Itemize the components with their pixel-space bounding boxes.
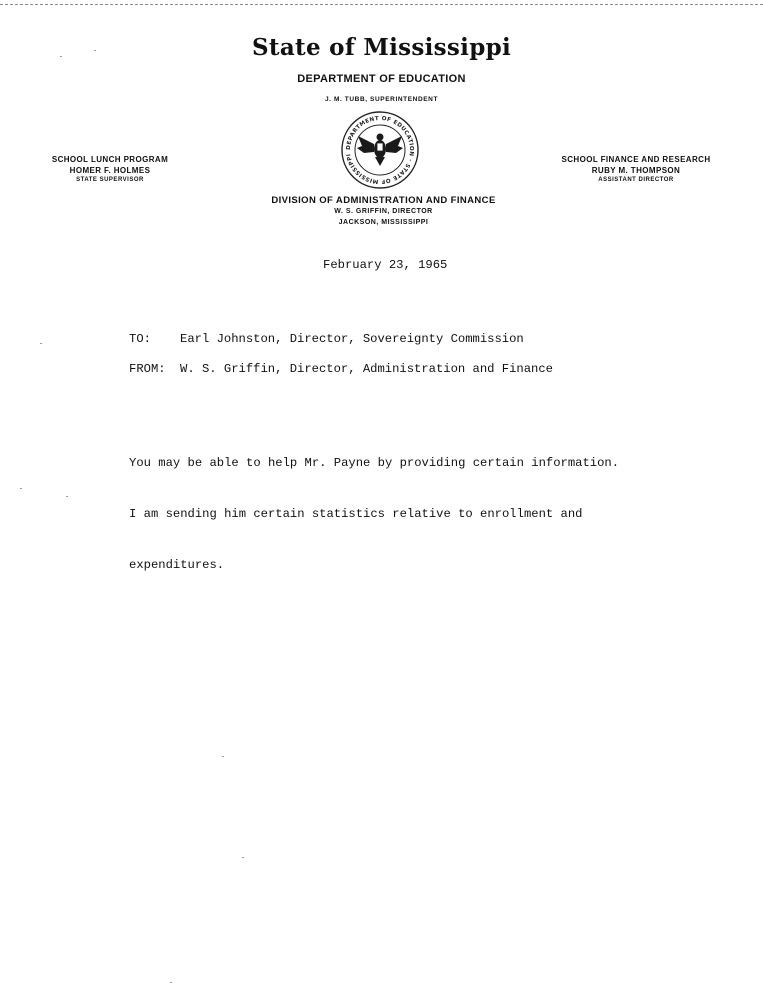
state-seal-icon [340,110,420,190]
memo-to-label: TO: [129,332,151,346]
memo-date: February 23, 1965 [323,258,448,272]
scan-speck [20,488,22,489]
right-person-name: RUBY M. THOMPSON [591,166,681,175]
left-person-name: HOMER F. HOLMES [69,166,151,175]
superintendent-line: J. M. TUBB, SUPERINTENDENT [324,96,439,103]
left-person-title: STATE SUPERVISOR [76,177,144,183]
scan-speck [170,982,172,983]
school-finance-block [550,154,722,185]
left-program-name: SCHOOL LUNCH PROGRAM [51,155,169,164]
division-director: W. S. GRIFFIN, DIRECTOR [334,208,433,215]
right-person-title: ASSISTANT DIRECTOR [598,177,674,183]
school-lunch-program-block [44,154,176,185]
scan-speck [242,857,244,858]
division-name: DIVISION OF ADMINISTRATION AND FINANCE [271,195,496,206]
memo-from-line [129,362,553,376]
memo-to-value: Earl Johnston, Director, Sovereignty Commission [180,332,524,346]
division-block [0,195,763,228]
page-top-edge [0,0,763,5]
scan-speck [60,56,62,57]
scan-speck [66,496,68,497]
memo-body [129,421,619,591]
memo-body-line: You may be able to help Mr. Payne by providing certain information. [129,456,620,470]
scan-speck [94,50,96,51]
scan-speck [222,756,224,757]
department-name: DEPARTMENT OF EDUCATION [297,73,466,85]
letterhead-title: State of Mississippi [251,34,511,61]
memo-body-line: expenditures. [129,558,225,572]
memo-from-label: FROM: [129,362,166,376]
right-program-name: SCHOOL FINANCE AND RESEARCH [561,155,711,164]
scan-speck [40,343,42,344]
division-location: JACKSON, MISSISSIPPI [338,219,429,226]
memo-to-line [129,332,524,346]
seal-text: DEPARTMENT OF EDUCATION · STATE OF MISSISSIPPI [345,115,415,185]
memo-from-value: W. S. Griffin, Director, Administration and Finance [180,362,553,376]
memo-body-line: I am sending him certain statistics relative to enrollment and [129,507,583,521]
